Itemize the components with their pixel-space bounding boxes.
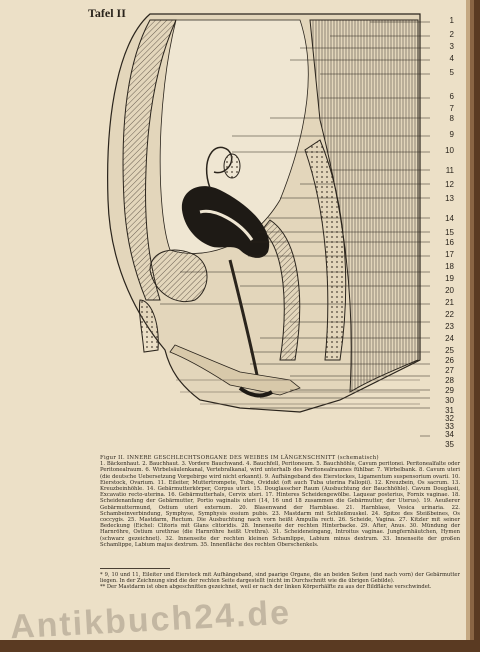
caption-heading: Figur II. INNERE GESCHLECHTSORGANE DES WEIBES IM LÄNGENSCHNITT (schematisch) [100,455,379,461]
label-35: 35 [445,440,454,449]
figure-caption [100,455,460,548]
label-21: 21 [445,298,454,307]
label-26: 26 [445,356,454,365]
label-6: 6 [449,92,454,101]
label-2: 2 [449,30,454,39]
label-33: 33 [445,422,454,431]
label-5: 5 [449,68,454,77]
label-12: 12 [445,180,454,189]
label-11: 11 [445,166,454,175]
label-31: 31 [445,406,454,415]
label-19: 19 [445,274,454,283]
label-3: 3 [449,42,454,51]
label-10: 10 [445,146,454,155]
watermark: Antikbuch24.de [9,593,292,647]
label-4: 4 [449,54,454,63]
label-34: 34 [445,430,454,439]
label-8: 8 [449,114,454,123]
footnote-2: ** Der Mastdarm ist oben abgeschnitten gezeichnet, weil er nach der linken Körperhälfte zu aus der Bildfläche verschwindet. [100,584,432,591]
label-28: 28 [445,376,454,385]
caption-body: 1. Bäckenhaut. 2. Bauchhaut. 3. Vordere Bauchwand. 4. Bauchfell, Peritoneum. 5. Bauchhöhle, Cavum peritonei. Peritonealfalte oder Peritonealraum. 6. Wirbelsäulenkanal, Vertebralkanal, wird unterhalb des Peritonealraumes fühlbar. 7. Wirbelbank. 8. Cavum uteri (die deutsche Uebersetzung Vorgebirge wird nicht erkannt). 9. Aufhängeband des Eierstockes, Ligamentum suspensorium ovarii. 10. Eierstock, Ovarium. 11. Eileiter, Muttertrompete, Tube, Ovidukt (oft auch Tuba uterina Fallopii). 12. Kreuzbein, Os sacrum. 13. Kreuzbeinhöhle. 14. Gebärmutterkörper, Corpus uteri. 15. Douglasscher Raum (Ausbuchtung der Bauchhöhle). Cavum Douglasii, Excavatio recto-uterina. 16. Gebärmutterhals, Cervix uteri. 17. Hinteres Scheidengewölbe. Laquear posterius, Fornix vaginae. 18. Scheidenanfang der Gebärmutter, Portio vaginalis uteri (14, 16 und 18 zusammen die Gebärmutter, der Uterus). 19. Aeußerer Gebärmuttermund, Ostium uteri externum. 20. Blasenwand der Harnblase. 21. Harnblase, Vesica urinaria. 22. Schambeinverbindung, Symphyse, Symphysis ossium pubis. 23. Mastdarm mit Schließmuskel. 24. Spitze des Steißbeines, Os coccygis. 25. Mastdarm, Rectum. Die Ausbuchtung nach vorn heißt Ampulla recti. 26. Scheide, Vagina. 27. Kitzler mit seiner Bedeckung (Eichel: Clitoris mit Glans clitoridis. 28. Innenseite der rechten Hinterbacke. 29. After, Anus. 30. Mündung der Harnröhre, Ostium urethrae (die Harnröhre heißt Urethra). 31. Scheideneingang, Introitus vaginae. Jungfernhäutchen, Hymen (schwarz gezeichnet). 32. Innenseite der rechten kleinen Schamlippe, Labium minus dextrum. 33. Innenseite der großen Schamlippe, Labium majus dextrum. 35. Innenfläche des rechten Oberschenkels. [100,461,460,548]
label-7: 7 [449,104,454,113]
label-17: 17 [445,250,454,259]
label-9: 9 [449,130,454,139]
label-1: 1 [449,16,454,25]
label-22: 22 [445,310,454,319]
label-14: 14 [445,214,454,223]
label-24: 24 [445,334,454,343]
label-29: 29 [445,386,454,395]
label-27: 27 [445,366,454,375]
label-23: 23 [445,322,454,331]
label-25: 25 [445,346,454,355]
label-30: 30 [445,396,454,405]
label-18: 18 [445,262,454,271]
footnote-1: * 9, 10 und 11, Eileiter und Eierstock mit Aufhängeband, sind paarige Organe, die an beiden Seiten (und nach vorn) der Gebärmutter liegen. In der Zeichnung sind die der rechten Seite dargestellt (nicht im Durchschnitt wie die übrigen Gebilde). [100,572,460,585]
label-13: 13 [445,194,454,203]
label-15: 15 [445,228,454,237]
label-16: 16 [445,238,454,247]
footnote-divider [100,568,170,569]
plate-title: Tafel II [88,6,126,20]
label-32: 32 [445,414,454,423]
label-20: 20 [445,286,454,295]
